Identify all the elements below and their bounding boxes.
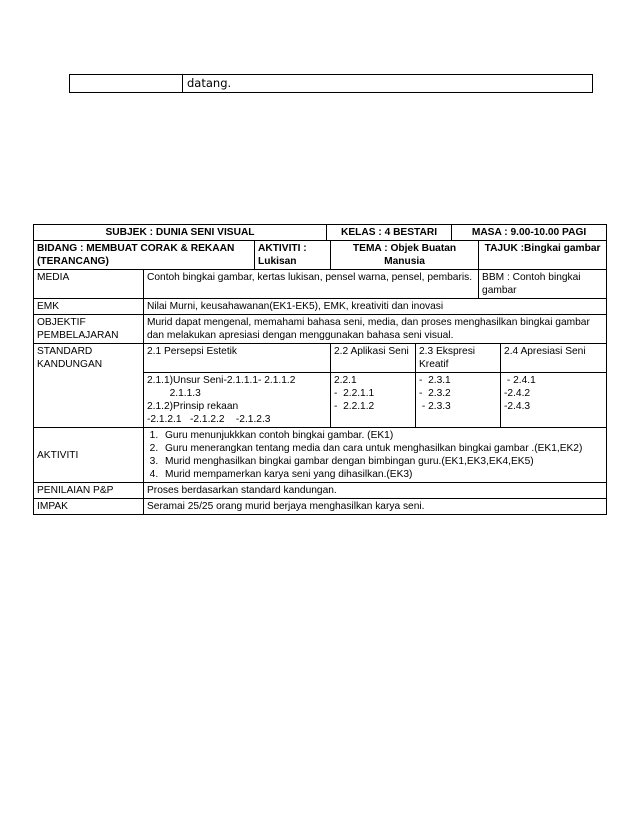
aktiviti-type-cell: AKTIVITI : Lukisan [255, 241, 331, 270]
media-value: Contoh bingkai gambar, kertas lukisan, pensel warna, pensel, pembaris. [144, 270, 479, 299]
activity-list [147, 429, 603, 481]
list-item: 3. Murid menghasilkan bingkai gambar dengan bimbingan guru.(EK1,EK3,EK4,EK5) [161, 455, 603, 468]
list-item: -2.4.3 [504, 401, 531, 412]
list-item: 2.1.2)Prinsip rekaan [147, 401, 239, 412]
media-row [34, 270, 607, 299]
list-item: 2.1.1)Unsur Seni-2.1.1.1- 2.1.1.2 [147, 375, 296, 386]
objektif-label: OBJEKTIF PEMBELAJARAN [34, 315, 144, 344]
penilaian-label: PENILAIAN P&P [34, 483, 144, 499]
kelas-cell: KELAS : 4 BESTARI [327, 225, 452, 241]
lesson-plan-table [33, 224, 607, 515]
impak-label: IMPAK [34, 499, 144, 515]
impak-row [34, 499, 607, 515]
previous-table-fragment [69, 74, 593, 93]
emk-row [34, 299, 607, 315]
standard-col1-head: 2.1 Persepsi Estetik [144, 344, 331, 373]
tajuk-cell: TAJUK :Bingkai gambar [479, 241, 607, 270]
standard-col2-body [331, 373, 416, 428]
header-row-2 [34, 241, 607, 270]
emk-label: EMK [34, 299, 144, 315]
standard-col4-head: 2.4 Apresiasi Seni [501, 344, 607, 373]
table-cell: datang. [183, 75, 593, 93]
bbm-value: BBM : Contoh bingkai gambar [479, 270, 607, 299]
list-item: - 2.2.1.1 [334, 388, 375, 399]
list-item: -2.4.2 [504, 388, 531, 399]
aktiviti-row [34, 428, 607, 483]
standard-head-row [34, 344, 607, 373]
list-item: 4. Murid mempamerkan karya seni yang dihasilkan.(EK3) [161, 468, 603, 481]
standard-col4-body [501, 373, 607, 428]
standard-label: STANDARD KANDUNGAN [34, 344, 144, 428]
standard-col1-body [144, 373, 331, 428]
list-item: - 2.3.1 [419, 375, 451, 386]
aktiviti-label: AKTIVITI [34, 428, 144, 483]
list-item: - 2.3.2 [419, 388, 451, 399]
subjek-cell: SUBJEK : DUNIA SENI VISUAL [34, 225, 327, 241]
list-item: -2.1.2.1 -2.1.2.2 -2.1.2.3 [147, 414, 271, 425]
list-item: - 2.4.1 [504, 375, 536, 386]
list-item: - 2.3.3 [419, 401, 451, 412]
table-cell [70, 75, 183, 93]
tema-cell: TEMA : Objek Buatan Manusia [331, 241, 479, 270]
masa-cell: MASA : 9.00-10.00 PAGI [452, 225, 607, 241]
penilaian-row [34, 483, 607, 499]
header-row [34, 225, 607, 241]
objektif-value: Murid dapat mengenal, memahami bahasa seni, media, dan proses menghasilkan bingkai gambar dan melakukan apresiasi dengan menggunakan bahasa seni visual. [144, 315, 607, 344]
list-item: - 2.2.1.2 [334, 401, 375, 412]
standard-col3-head: 2.3 Ekspresi Kreatif [416, 344, 501, 373]
list-item: 2.2.1 [334, 375, 357, 386]
media-label: MEDIA [34, 270, 144, 299]
table-row [70, 75, 593, 93]
aktiviti-value [144, 428, 607, 483]
list-item: 2. Guru menerangkan tentang media dan cara untuk menghasilkan bingkai gambar .(EK1,EK2) [161, 442, 603, 455]
standard-col2-head: 2.2 Aplikasi Seni [331, 344, 416, 373]
standard-col3-body [416, 373, 501, 428]
emk-value: Nilai Murni, keusahawanan(EK1-EK5), EMK, kreativiti dan inovasi [144, 299, 607, 315]
penilaian-value: Proses berdasarkan standard kandungan. [144, 483, 607, 499]
list-item: 1. Guru menunjukkkan contoh bingkai gambar. (EK1) [161, 429, 603, 442]
bidang-cell: BIDANG : MEMBUAT CORAK & REKAAN (TERANCANG) [34, 241, 255, 270]
list-item: 2.1.1.3 [147, 388, 201, 399]
objektif-row [34, 315, 607, 344]
impak-value: Seramai 25/25 orang murid berjaya menghasilkan karya seni. [144, 499, 607, 515]
